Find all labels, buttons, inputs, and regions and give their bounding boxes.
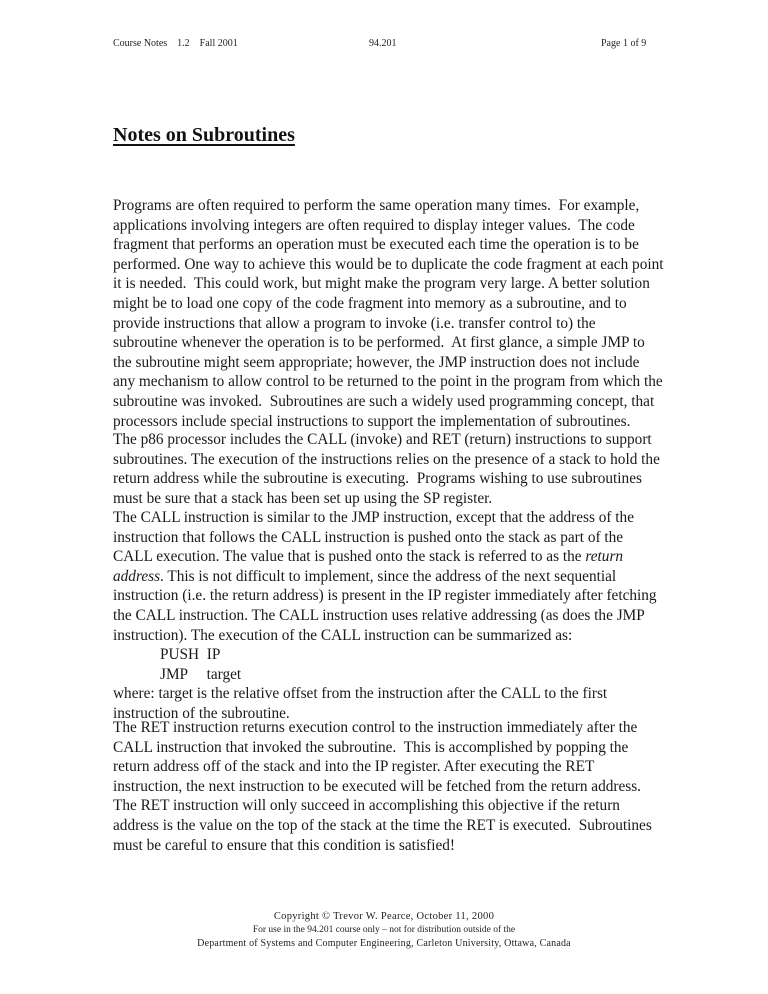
text-line: instruction that follows the CALL instruction is pushed onto the stack as part of the: [113, 528, 624, 546]
text-line: address is the value on the top of the stack at the time the RET is executed. Subroutines: [113, 816, 652, 834]
header-page-number: Page 1 of 9: [601, 38, 647, 49]
text-line: might be to load one copy of the code fragment into memory as a subroutine, and to: [113, 294, 627, 312]
text-line: instruction). The execution of the CALL instruction can be summarized as:: [113, 626, 573, 644]
header-course-code: 94.201: [369, 38, 397, 49]
text-line: it is needed. This could work, but might make the program very large. A better solution: [113, 275, 650, 293]
page-title: Notes on Subroutines: [113, 124, 295, 146]
text-run: . This is not difficult to implement, since the address of the next sequential: [160, 567, 617, 585]
text-line: provide instructions that allow a program to invoke (i.e. transfer control to) the: [113, 314, 596, 332]
text-line: where: target is the relative offset from the instruction after the CALL to the first: [113, 685, 608, 703]
paragraph-call-instruction: [113, 508, 673, 724]
emphasized-term: address: [113, 567, 161, 585]
text-run: CALL execution. The value that is pushed onto the stack is referred to as the: [113, 548, 586, 566]
text-line: the CALL instruction. The CALL instruction uses relative addressing (as does the JMP: [113, 606, 645, 624]
text-line: any mechanism to allow control to be returned to the point in the program from which the: [113, 373, 663, 391]
text-line: CALL instruction that invoked the subroutine. This is accomplished by popping the: [113, 738, 629, 756]
text-line: return address off of the stack and into the IP register. After executing the RET: [113, 758, 595, 776]
text-line: instruction of the subroutine.: [113, 704, 290, 722]
emphasized-term: return: [585, 548, 624, 566]
text-line: performed. One way to achieve this would be to duplicate the code fragment at each point: [113, 255, 664, 273]
text-line: subroutine whenever the operation is to be performed. At first glance, a simple JMP to: [113, 334, 645, 352]
text-line: return address while the subroutine is executing. Programs wishing to use subroutines: [113, 470, 642, 488]
text-line: [113, 567, 673, 587]
paragraph-ret-instruction: [113, 718, 673, 855]
paragraph-call-ret-overview: [113, 430, 673, 508]
text-line: instruction (i.e. the return address) is present in the IP register immediately after fetching: [113, 587, 657, 605]
text-line: subroutine was invoked. Subroutines are such a widely used programming concept, that: [113, 392, 655, 410]
footer-department: Department of Systems and Computer Engineering, Carleton University, Ottawa, Canada: [197, 938, 571, 949]
code-line-push: PUSH IP: [160, 646, 221, 664]
text-line: must be sure that a stack has been set up using the SP register.: [113, 489, 493, 507]
text-line: processors include special instructions to support the implementation of subroutines.: [113, 412, 631, 430]
code-line-jmp: JMP target: [160, 665, 242, 683]
text-line: [113, 547, 673, 567]
text-line: The RET instruction returns execution control to the instruction immediately after the: [113, 719, 638, 736]
text-line: The p86 processor includes the CALL (invoke) and RET (return) instructions to support: [113, 431, 652, 448]
paragraph-intro: [113, 196, 673, 431]
text-line: fragment that performs an operation must be executed each time the operation is to be: [113, 236, 639, 254]
text-line: must be careful to ensure that this condition is satisfied!: [113, 836, 455, 854]
text-line: The CALL instruction is similar to the JMP instruction, except that the address of the: [113, 509, 634, 526]
text-line: The RET instruction will only succeed in accomplishing this objective if the return: [113, 797, 620, 815]
text-line: applications involving integers are often required to display integer values. The code: [113, 216, 635, 234]
text-line: Programs are often required to perform the same operation many times. For example,: [113, 197, 640, 214]
text-line: the subroutine might seem appropriate; however, the JMP instruction does not include: [113, 353, 640, 371]
footer-copyright: Copyright © Trevor W. Pearce, October 11, 2000: [273, 911, 495, 922]
text-line: instruction, the next instruction to be executed will be fetched from the return address.: [113, 777, 642, 795]
footer-usage-notice: For use in the 94.201 course only – not for distribution outside of the: [252, 925, 516, 935]
text-line: subroutines. The execution of the instructions relies on the presence of a stack to hold the: [113, 450, 660, 468]
header-course-info: Course Notes 1.2 Fall 2001: [113, 38, 238, 49]
